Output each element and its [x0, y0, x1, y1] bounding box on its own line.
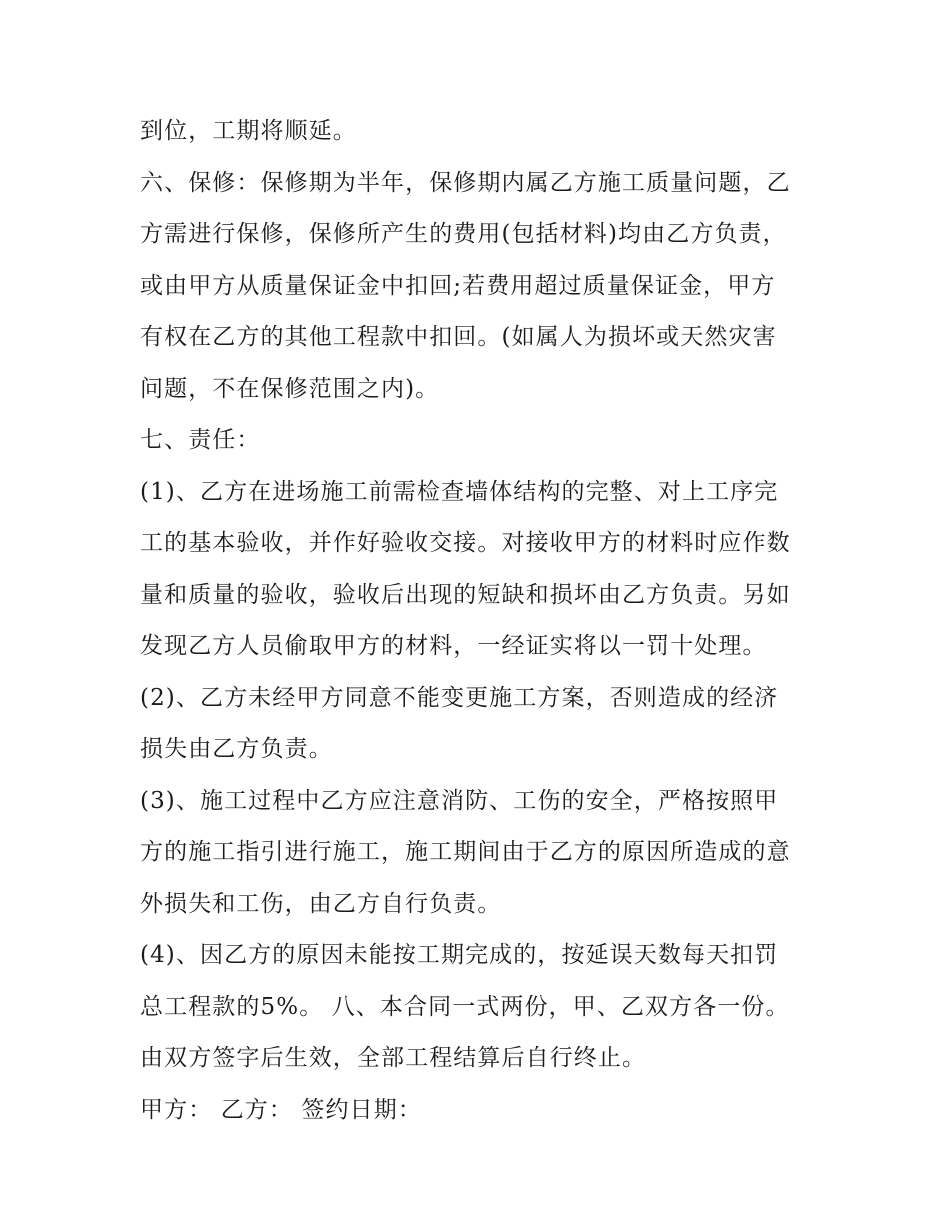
text-line: 到位，工期将顺延。 — [140, 118, 357, 144]
text-line: (2)、乙方未经甲方同意不能变更施工方案，否则造成的经济 — [140, 684, 779, 711]
text-line: 量和质量的验收，验收后出现的短缺和损坏由乙方负责。另如 — [140, 581, 791, 608]
text-line: 方的施工指引进行施工，施工期间由于乙方的原因所造成的意 — [140, 839, 791, 865]
contract-text — [140, 106, 830, 1136]
text-line: (3)、施工过程中乙方应注意消防、工伤的安全，严格按照甲 — [140, 787, 779, 814]
text-line: 六、保修：保修期为半年，保修期内属乙方施工质量问题，乙 — [140, 169, 791, 196]
signature-line: 甲方： 乙方： 签约日期： — [140, 1096, 422, 1123]
text-line: 工的基本验收，并作好验收交接。对接收甲方的材料时应作数 — [140, 530, 791, 556]
text-line: 问题，不在保修范围之内)。 — [140, 375, 440, 402]
text-line: (1)、乙方在进场施工前需检查墙体结构的完整、对上工序完 — [140, 478, 779, 505]
text-line: 发现乙方人员偷取甲方的材料，一经证实将以一罚十处理。 — [140, 633, 767, 659]
text-line: 总工程款的5%。 八、本合同一式两份，甲、乙双方各一份。 — [140, 993, 790, 1020]
text-line: 外损失和工伤，由乙方自行负责。 — [140, 890, 502, 917]
section-heading: 七、责任： — [140, 427, 261, 453]
text-line: (4)、因乙方的原因未能按工期完成的，按延误天数每天扣罚 — [140, 942, 779, 968]
text-line: 方需进行保修，保修所产生的费用(包括材料)均由乙方负责， — [140, 221, 787, 247]
text-line: 有权在乙方的其他工程款中扣回。(如属人为损坏或天然灾害 — [140, 324, 777, 350]
text-line: 或由甲方从质量保证金中扣回;若费用超过质量保证金，甲方 — [140, 272, 776, 299]
text-line: 损失由乙方负责。 — [140, 736, 333, 762]
text-line: 由双方签字后生效，全部工程结算后自行终止。 — [140, 1045, 647, 1071]
